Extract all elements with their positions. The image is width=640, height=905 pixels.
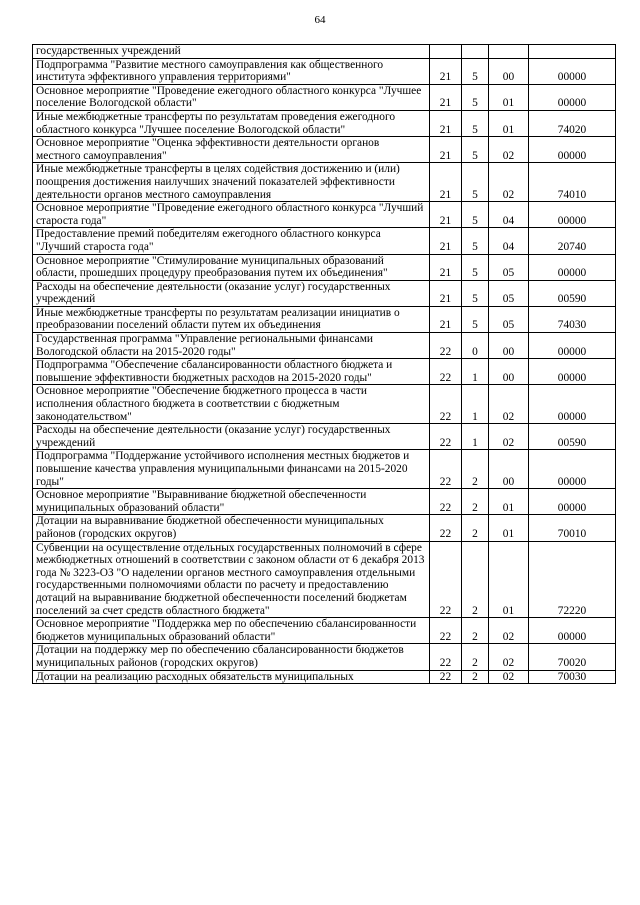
direction-code-cell bbox=[529, 45, 616, 59]
program-code-cell: 22 bbox=[430, 515, 462, 541]
table-row bbox=[33, 424, 616, 450]
subprogram-code-cell: 5 bbox=[462, 254, 489, 280]
subprogram-code-cell: 2 bbox=[462, 670, 489, 684]
program-code-cell: 21 bbox=[430, 280, 462, 306]
expense-description-cell: Иные межбюджетные трансферты по результатам реализации инициатив о преобразовании поселений области путем их объединения bbox=[33, 306, 430, 332]
budget-classification-table bbox=[32, 44, 616, 684]
direction-code-cell: 00000 bbox=[529, 450, 616, 489]
subprogram-code-cell: 5 bbox=[462, 280, 489, 306]
subprogram-code-cell: 5 bbox=[462, 163, 489, 202]
expense-description-cell: Основное мероприятие "Обеспечение бюджетного процесса в части исполнения областного бюджета в соответствии с бюджетным законодательством" bbox=[33, 385, 430, 424]
direction-code-cell: 00000 bbox=[529, 137, 616, 163]
activity-code-cell: 01 bbox=[489, 110, 529, 136]
direction-code-cell: 00590 bbox=[529, 424, 616, 450]
direction-code-cell: 00000 bbox=[529, 202, 616, 228]
direction-code-cell: 00000 bbox=[529, 489, 616, 515]
subprogram-code-cell: 2 bbox=[462, 489, 489, 515]
direction-code-cell: 00000 bbox=[529, 333, 616, 359]
program-code-cell: 22 bbox=[430, 333, 462, 359]
subprogram-code-cell: 5 bbox=[462, 306, 489, 332]
program-code-cell: 21 bbox=[430, 58, 462, 84]
subprogram-code-cell: 5 bbox=[462, 110, 489, 136]
program-code-cell: 22 bbox=[430, 618, 462, 644]
subprogram-code-cell: 5 bbox=[462, 228, 489, 254]
table-row bbox=[33, 110, 616, 136]
activity-code-cell: 02 bbox=[489, 618, 529, 644]
direction-code-cell: 00000 bbox=[529, 385, 616, 424]
program-code-cell: 21 bbox=[430, 110, 462, 136]
subprogram-code-cell: 1 bbox=[462, 424, 489, 450]
activity-code-cell: 01 bbox=[489, 489, 529, 515]
direction-code-cell: 00000 bbox=[529, 618, 616, 644]
table-row bbox=[33, 58, 616, 84]
activity-code-cell: 05 bbox=[489, 280, 529, 306]
program-code-cell: 22 bbox=[430, 385, 462, 424]
direction-code-cell: 70010 bbox=[529, 515, 616, 541]
activity-code-cell: 02 bbox=[489, 385, 529, 424]
activity-code-cell: 00 bbox=[489, 359, 529, 385]
expense-description-cell: Субвенции на осуществление отдельных государственных полномочий в сфере межбюджетных отношений в соответствии с законом области от 6 декабря 2013 года № 3223-ОЗ "О наделении органов местного самоуправления отдельными государственными полномочиями области по расчету и предоставлению дотаций на выравнивание бюджетной обеспеченности поселений бюджетам поселений за счет средств областного бюджета" bbox=[33, 541, 430, 618]
activity-code-cell: 02 bbox=[489, 424, 529, 450]
table-row bbox=[33, 450, 616, 489]
table-row bbox=[33, 254, 616, 280]
expense-description-cell: Иные межбюджетные трансферты по результатам проведения ежегодного областного конкурса "Лучшее поселение Вологодской области" bbox=[33, 110, 430, 136]
table-row bbox=[33, 202, 616, 228]
program-code-cell: 22 bbox=[430, 644, 462, 670]
direction-code-cell: 00000 bbox=[529, 58, 616, 84]
direction-code-cell: 20740 bbox=[529, 228, 616, 254]
subprogram-code-cell: 2 bbox=[462, 515, 489, 541]
page-number: 64 bbox=[314, 14, 326, 26]
table-row bbox=[33, 515, 616, 541]
expense-description-cell: Основное мероприятие "Поддержка мер по обеспечению сбалансированности бюджетов муниципальных образований области" bbox=[33, 618, 430, 644]
expense-description-cell: Основное мероприятие "Оценка эффективности деятельности органов местного самоуправления" bbox=[33, 137, 430, 163]
expense-description-cell: Подпрограмма "Поддержание устойчивого исполнения местных бюджетов и повышение качества управления муниципальными финансами на 2015-2020 годы" bbox=[33, 450, 430, 489]
table-row bbox=[33, 489, 616, 515]
expense-description-cell: Основное мероприятие "Стимулирование муниципальных образований области, прошедших процедуру преобразования путем их объединения" bbox=[33, 254, 430, 280]
table-row bbox=[33, 228, 616, 254]
direction-code-cell: 72220 bbox=[529, 541, 616, 618]
activity-code-cell bbox=[489, 45, 529, 59]
expense-description-cell: Дотации на реализацию расходных обязательств муниципальных bbox=[33, 670, 430, 684]
activity-code-cell: 02 bbox=[489, 644, 529, 670]
subprogram-code-cell: 1 bbox=[462, 385, 489, 424]
subprogram-code-cell: 2 bbox=[462, 541, 489, 618]
expense-description-cell: Расходы на обеспечение деятельности (оказание услуг) государственных учреждений bbox=[33, 280, 430, 306]
subprogram-code-cell: 2 bbox=[462, 644, 489, 670]
activity-code-cell: 00 bbox=[489, 450, 529, 489]
program-code-cell: 21 bbox=[430, 306, 462, 332]
activity-code-cell: 04 bbox=[489, 202, 529, 228]
table-row bbox=[33, 670, 616, 684]
expense-description-cell: Подпрограмма "Развитие местного самоуправления как общественного института эффективного управления территориями" bbox=[33, 58, 430, 84]
table-row bbox=[33, 359, 616, 385]
table-row bbox=[33, 306, 616, 332]
table-row bbox=[33, 280, 616, 306]
table-row bbox=[33, 618, 616, 644]
program-code-cell: 22 bbox=[430, 359, 462, 385]
activity-code-cell: 02 bbox=[489, 670, 529, 684]
subprogram-code-cell: 5 bbox=[462, 58, 489, 84]
direction-code-cell: 74020 bbox=[529, 110, 616, 136]
program-code-cell: 21 bbox=[430, 84, 462, 110]
direction-code-cell: 00590 bbox=[529, 280, 616, 306]
program-code-cell: 21 bbox=[430, 202, 462, 228]
subprogram-code-cell: 2 bbox=[462, 618, 489, 644]
expense-description-cell: Дотации на выравнивание бюджетной обеспеченности муниципальных районов (городских округов) bbox=[33, 515, 430, 541]
direction-code-cell: 70020 bbox=[529, 644, 616, 670]
direction-code-cell: 70030 bbox=[529, 670, 616, 684]
expense-description-cell: Основное мероприятие "Проведение ежегодного областного конкурса "Лучшее поселение Вологодской области" bbox=[33, 84, 430, 110]
expense-description-cell: Дотации на поддержку мер по обеспечению сбалансированности бюджетов муниципальных районов (городских округов) bbox=[33, 644, 430, 670]
expense-description-cell: Расходы на обеспечение деятельности (оказание услуг) государственных учреждений bbox=[33, 424, 430, 450]
activity-code-cell: 00 bbox=[489, 58, 529, 84]
expense-description-cell: Подпрограмма "Обеспечение сбалансированности областного бюджета и повышение эффективности бюджетных расходов на 2015-2020 годы" bbox=[33, 359, 430, 385]
subprogram-code-cell: 2 bbox=[462, 450, 489, 489]
program-code-cell: 21 bbox=[430, 254, 462, 280]
activity-code-cell: 05 bbox=[489, 254, 529, 280]
subprogram-code-cell: 1 bbox=[462, 359, 489, 385]
table-row bbox=[33, 644, 616, 670]
program-code-cell: 22 bbox=[430, 424, 462, 450]
activity-code-cell: 01 bbox=[489, 84, 529, 110]
subprogram-code-cell: 0 bbox=[462, 333, 489, 359]
program-code-cell: 21 bbox=[430, 228, 462, 254]
direction-code-cell: 00000 bbox=[529, 254, 616, 280]
activity-code-cell: 00 bbox=[489, 333, 529, 359]
activity-code-cell: 02 bbox=[489, 137, 529, 163]
subprogram-code-cell: 5 bbox=[462, 84, 489, 110]
table-row bbox=[33, 137, 616, 163]
program-code-cell: 22 bbox=[430, 541, 462, 618]
subprogram-code-cell: 5 bbox=[462, 137, 489, 163]
program-code-cell: 22 bbox=[430, 450, 462, 489]
table-row bbox=[33, 333, 616, 359]
expense-description-cell: Иные межбюджетные трансферты в целях содействия достижению и (или) поощрения достижения наилучших значений показателей эффективности деятельности органов местного самоуправления bbox=[33, 163, 430, 202]
activity-code-cell: 01 bbox=[489, 515, 529, 541]
program-code-cell: 22 bbox=[430, 670, 462, 684]
direction-code-cell: 74010 bbox=[529, 163, 616, 202]
direction-code-cell: 00000 bbox=[529, 84, 616, 110]
table-row bbox=[33, 541, 616, 618]
expense-description-cell: Государственная программа "Управление региональными финансами Вологодской области на 2015-2020 годы" bbox=[33, 333, 430, 359]
subprogram-code-cell: 5 bbox=[462, 202, 489, 228]
subprogram-code-cell bbox=[462, 45, 489, 59]
expense-description-cell: государственных учреждений bbox=[33, 45, 430, 59]
program-code-cell: 22 bbox=[430, 489, 462, 515]
table-row bbox=[33, 385, 616, 424]
expense-description-cell: Основное мероприятие "Проведение ежегодного областного конкурса "Лучший староста года" bbox=[33, 202, 430, 228]
direction-code-cell: 74030 bbox=[529, 306, 616, 332]
program-code-cell: 21 bbox=[430, 163, 462, 202]
activity-code-cell: 02 bbox=[489, 163, 529, 202]
expense-description-cell: Предоставление премий победителям ежегодного областного конкурса "Лучший староста года" bbox=[33, 228, 430, 254]
table-row bbox=[33, 45, 616, 59]
table-row bbox=[33, 84, 616, 110]
activity-code-cell: 04 bbox=[489, 228, 529, 254]
expense-description-cell: Основное мероприятие "Выравнивание бюджетной обеспеченности муниципальных образований области" bbox=[33, 489, 430, 515]
program-code-cell bbox=[430, 45, 462, 59]
program-code-cell: 21 bbox=[430, 137, 462, 163]
table-row bbox=[33, 163, 616, 202]
activity-code-cell: 05 bbox=[489, 306, 529, 332]
activity-code-cell: 01 bbox=[489, 541, 529, 618]
direction-code-cell: 00000 bbox=[529, 359, 616, 385]
